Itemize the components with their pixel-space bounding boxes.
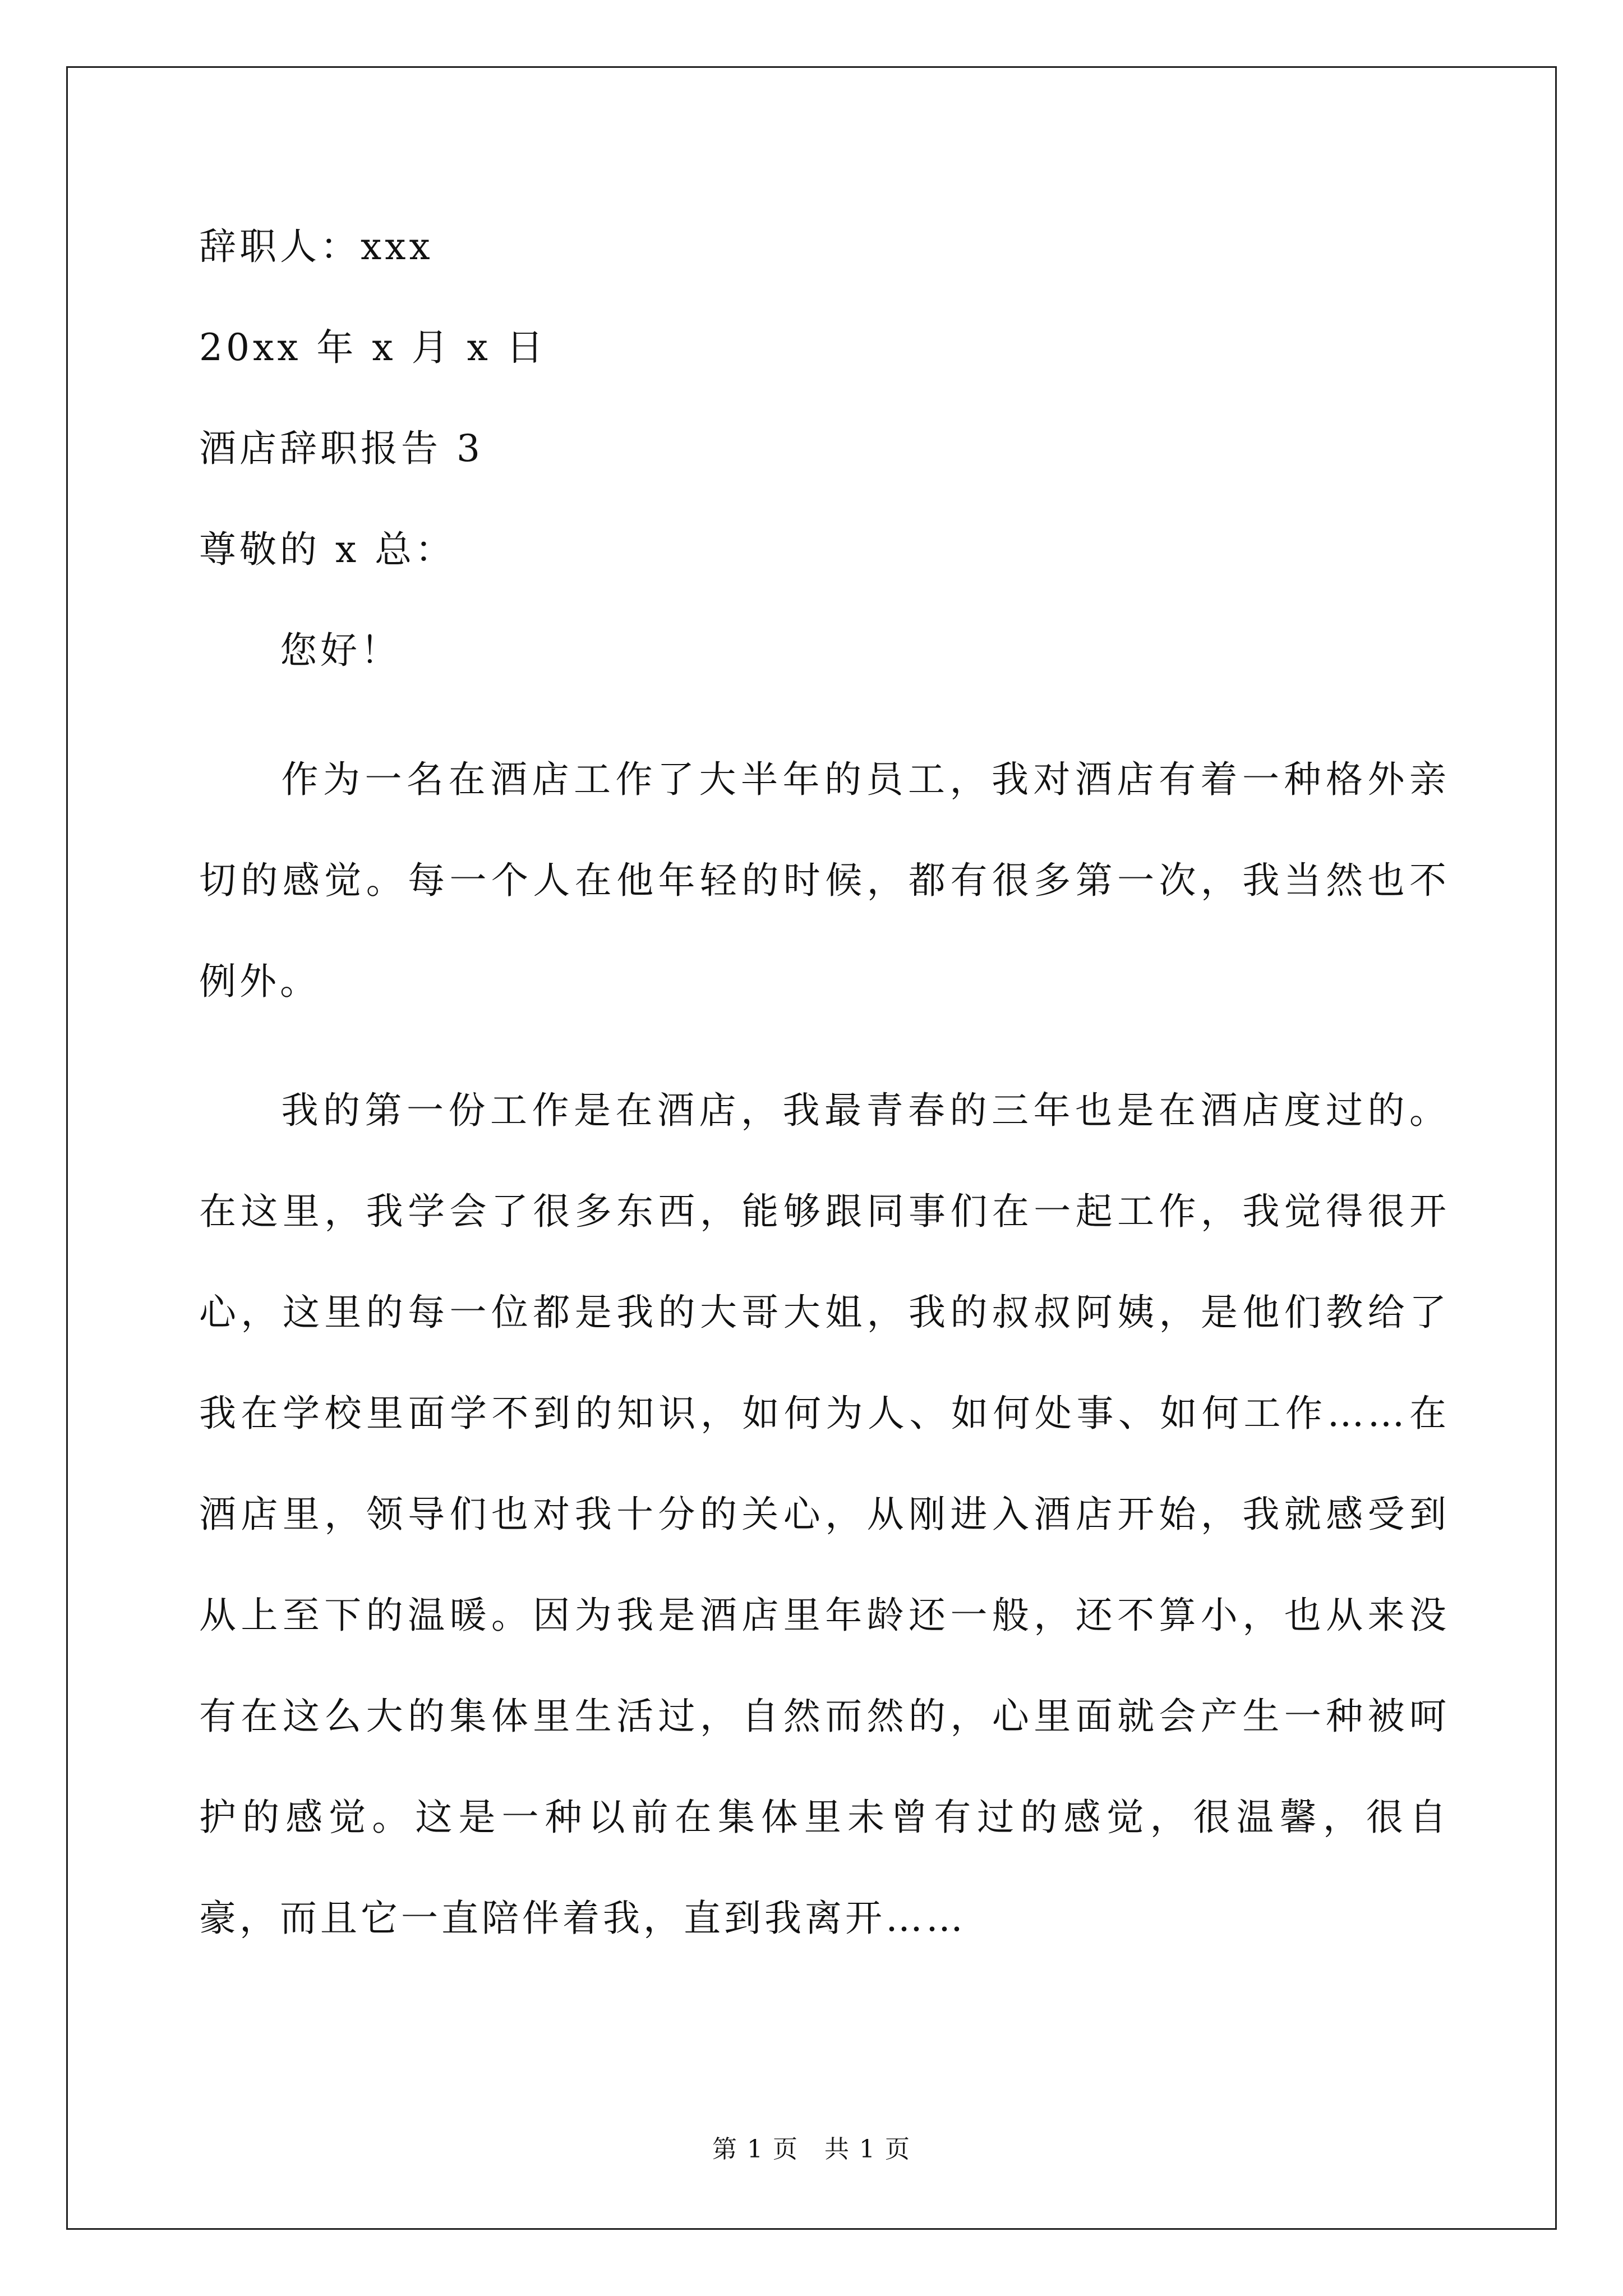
paragraph-2 — [199, 1060, 1450, 1969]
date-line: 20xx 年 x 月 x 日 — [199, 326, 547, 369]
page-footer: 第 1 页 共 1 页 — [712, 2135, 911, 2164]
greeting — [199, 628, 1450, 729]
paragraph-1 — [199, 729, 1450, 1032]
paragraph-1-text: 作为一名在酒店工作了大半年的员工，我对酒店有着一种格外亲切的感觉。每一个人在他年轻的时候，都有很多第一次，我当然也不例外。 — [199, 758, 1450, 1003]
greeting-text: 您好！ — [280, 629, 401, 672]
resigner-line: 辞职人：xxx — [199, 225, 434, 268]
document-title: 酒店辞职报告 3 — [199, 427, 483, 470]
salutation: 尊敬的 x 总： — [199, 528, 456, 571]
paragraph-2-text: 我的第一份工作是在酒店，我最青春的三年也是在酒店度过的。在这里，我学会了很多东西，能够跟同事们在一起工作，我觉得很开心，这里的每一位都是我的大哥大姐，我的叔叔阿姨，是他们教给了我在学校里面学不到的知识，如何为人、如何处事、如何工作……在酒店里，领导们也对我十分的关心，从刚进入酒店开始，我就感受到从上至下的温暖。因为我是酒店里年龄还一般，还不算小，也从来没有在这么大的集体里生活过，自然而然的，心里面就会产生一种被呵护的感觉。这是一种以前在集体里未曾有过的感觉，很温馨，很自豪，而且它一直陪伴着我，直到我离开…… — [199, 1089, 1450, 1940]
document-body — [199, 224, 1450, 1997]
